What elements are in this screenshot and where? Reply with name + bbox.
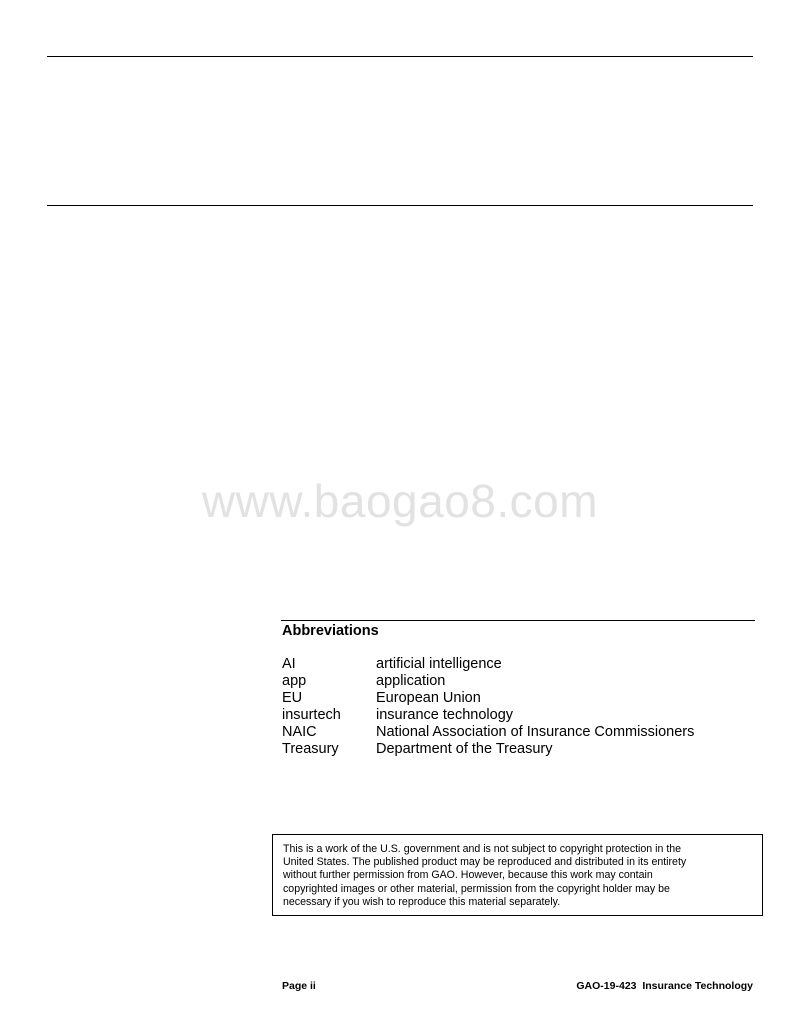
copyright-notice [272, 834, 763, 916]
abbreviation-row [282, 724, 694, 741]
page-number: Page ii [282, 980, 316, 992]
abbreviation-term: app [282, 673, 307, 689]
abbreviation-row [282, 741, 694, 758]
abbreviation-row [282, 690, 694, 707]
abbreviation-row [282, 707, 694, 724]
abbreviation-definition: European Union [376, 690, 481, 706]
abbreviations-list [282, 656, 694, 758]
notice-line: copyrighted images or other material, permission from the copyright holder may be [283, 882, 670, 895]
abbreviation-definition: National Association of Insurance Commissioners [376, 724, 695, 740]
abbreviation-row [282, 656, 694, 673]
abbreviation-definition: application [376, 673, 446, 689]
notice-line: This is a work of the U.S. government and is not subject to copyright protection in the [283, 843, 682, 855]
abbreviation-term: NAIC [282, 724, 317, 740]
report-id: GAO-19-423 Insurance Technology [576, 980, 753, 992]
abbreviation-term: insurtech [282, 707, 341, 723]
abbreviation-definition: insurance technology [376, 707, 514, 723]
abbreviation-definition: artificial intelligence [376, 656, 502, 672]
second-rule [47, 205, 753, 206]
notice-line: United States. The published product may be reproduced and distributed in its entirety [283, 856, 687, 869]
abbreviations-title: Abbreviations [282, 623, 379, 639]
watermark: www.baogao8.com [201, 475, 599, 527]
notice-line: necessary if you wish to reproduce this material separately. [283, 895, 561, 908]
top-rule [47, 56, 753, 57]
abbreviation-term: EU [282, 690, 303, 706]
abbreviation-definition: Department of the Treasury [376, 741, 553, 757]
abbreviation-term: Treasury [282, 741, 339, 757]
notice-line: without further permission from GAO. However, because this work may contain [283, 869, 653, 882]
abbreviation-row [282, 673, 694, 690]
abbreviation-term: AI [282, 656, 296, 672]
abbreviations-rule [281, 620, 755, 621]
